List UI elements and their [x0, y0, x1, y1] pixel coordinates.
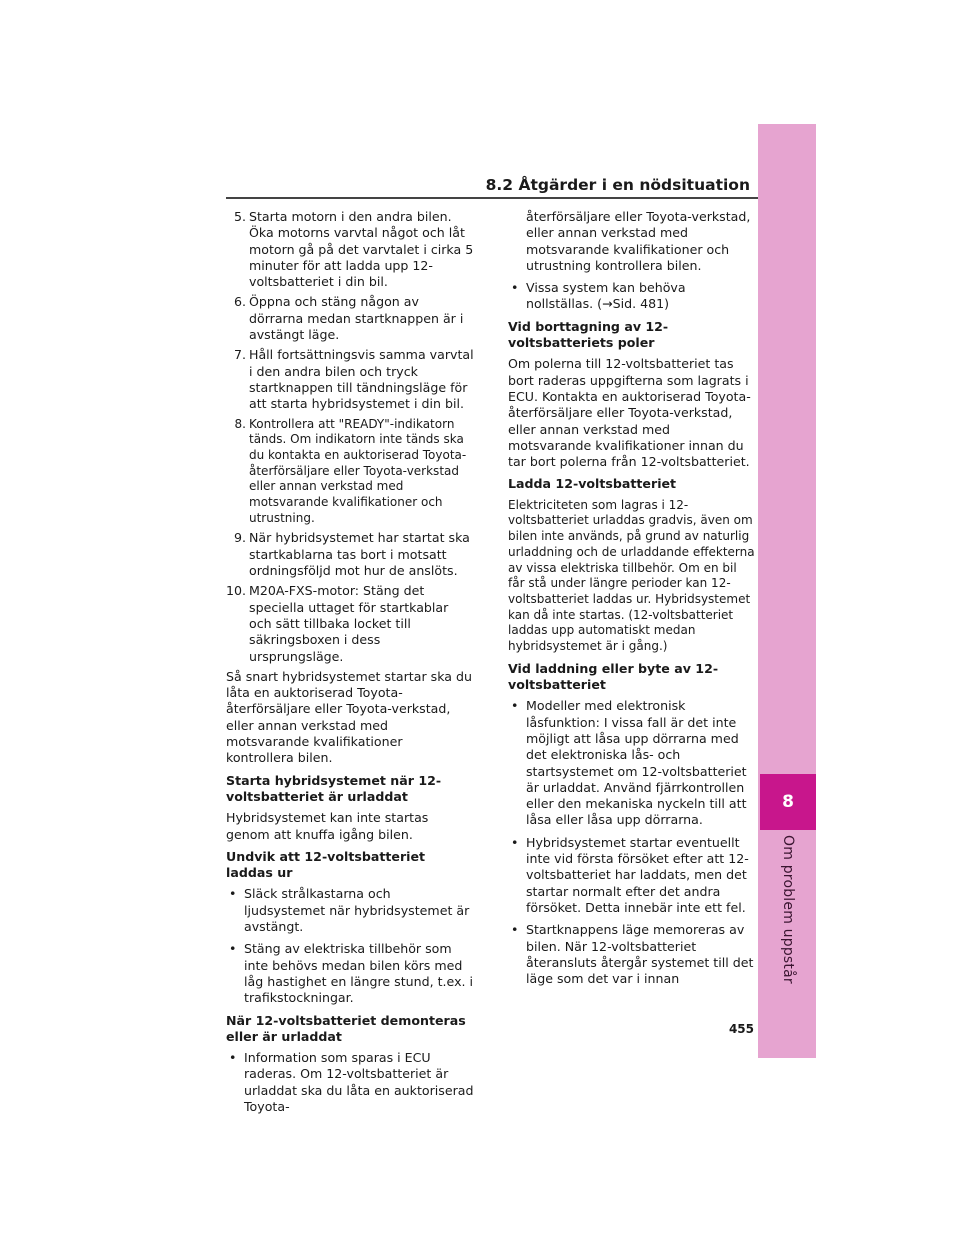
step-number: 8. [234, 416, 246, 431]
step-text: M20A-FXS-motor: Stäng det speciella uttaget för startkablar och sätt tillbaka locket till säkringsboxen i dess ursprungsläge. [249, 583, 449, 664]
bullet-glyph: • [511, 922, 519, 938]
header-rule [226, 197, 758, 199]
step-text: Starta motorn i den andra bilen. Öka motorns varvtal något och låt motorn gå på det varvtalet i cirka 5 minuter för att ladda upp 12-voltsbatteriet i din bil. [249, 209, 474, 290]
paragraph-start-hybrid: Hybridsystemet kan inte startas genom att knuffa igång bilen. [226, 810, 429, 842]
bullet-item [226, 1050, 474, 1115]
bullet-glyph: • [229, 886, 237, 902]
bullet-text: Information som sparas i ECU raderas. Om 12-voltsbatteriet är urladdat ska du låta en auktoriserad Toyota- [244, 1050, 474, 1114]
step-item [226, 530, 474, 579]
bullet-item [508, 280, 756, 313]
heading-battery-removed: När 12-voltsbatteriet demonteras eller är urladdat [226, 1012, 466, 1044]
step-number: 9. [233, 530, 246, 546]
bullet-text: Modeller med elektronisk låsfunktion: I vissa fall är det inte möjligt att låsa upp dörrarna med det elektroniska lås- och startsystemet om 12-voltsbatteriet är urladdat. Använd fjärrkontrollen eller den mekaniska nyckeln till att låsa eller låsa upp dörrarna. [526, 698, 747, 828]
step-number: 7. [233, 347, 246, 363]
bullet-item [508, 698, 756, 828]
heading-battery-poles: Vid borttagning av 12-voltsbatteriets poler [508, 318, 669, 351]
chapter-label [760, 835, 816, 990]
after-steps-paragraph: Så snart hybridsystemet startar ska du låta en auktoriserad Toyota-återförsäljare eller Toyota-verkstad, eller annan verkstad med motsvarande kvalifikationer kontrollera bilen. [226, 668, 472, 766]
step-item [226, 583, 474, 664]
bullet-glyph: • [229, 1050, 237, 1066]
step-number: 5. [233, 209, 246, 224]
bullet-text: Stäng av elektriska tillbehör som inte behövs medan bilen körs med låg hastighet en längre stund, t.ex. i trafikstockningar. [244, 941, 474, 1006]
step-number: 10. [226, 583, 247, 599]
step-text: När hybridsystemet har startat ska startkablarna tas bort i motsatt ordningsföljd mot hur de anslöts. [249, 530, 470, 579]
chapter-label-text: Om problem uppstår [780, 835, 796, 984]
step-item [226, 417, 474, 527]
chapter-number-badge: 8 [760, 774, 816, 830]
bullet-glyph: • [511, 280, 519, 296]
bullet-text: Vissa system kan behöva nollställas. (→Sid. 481) [526, 280, 686, 312]
heading-charge-battery: Ladda 12-voltsbatteriet [508, 476, 677, 492]
paragraph-battery-poles: Om polerna till 12-voltsbatteriet tas bort raderas uppgifterna som lagrats i ECU. Kontakta en auktoriserad Toyota-återförsäljare eller Toyota-verkstad, eller annan verkstad med motsvarande kvalifikationer innan du tar bort polerna från 12-voltsbatteriet. [508, 356, 751, 470]
bullet-glyph: • [511, 698, 519, 714]
section-title: 8.2 Åtgärder i en nödsituation [485, 176, 750, 194]
heading-replace-battery: Vid laddning eller byte av 12-voltsbatteriet [508, 660, 719, 693]
step-text: Håll fortsättningsvis samma varvtal i den andra bilen och tryck startknappen till tändningsläge för att starta hybridsystemet i din bil. [249, 347, 474, 412]
step-item [226, 294, 474, 343]
bullet-item [226, 886, 474, 935]
bullet-glyph: • [229, 941, 237, 957]
bullet-item [226, 941, 474, 1006]
left-column [226, 209, 474, 1121]
bullet-glyph: • [511, 834, 519, 850]
bullet-text: Släck strålkastarna och ljudsystemet när hybridsystemet är avstängt. [244, 886, 470, 935]
bullet-text: Hybridsystemet startar eventuellt inte vid första försöket efter att 12-voltsbatteriet har laddats, men det startar normalt efter det andra försöket. Detta innebär inte ett fel. [526, 834, 749, 915]
step-number: 6. [233, 294, 246, 310]
step-text: Öppna och stäng någon av dörrarna medan startknappen är i avstängt läge. [249, 294, 464, 343]
right-column [508, 209, 756, 993]
bullet-continuation: återförsäljare eller Toyota-verkstad, eller annan verkstad med motsvarande kvalifikationer och utrustning kontrollera bilen. [526, 209, 751, 273]
heading-avoid-discharge: Undvik att 12-voltsbatteriet laddas ur [226, 848, 426, 881]
step-text: Kontrollera att "READY"-indikatorn tänds. Om indikatorn inte tänds ska du kontakta en auktoriserad Toyota-återförsäljare eller Toyota-verkstad eller annan verkstad med motsvarande kvalifikationer och utrustning. [249, 416, 467, 525]
step-item [226, 209, 474, 290]
bullet-item [508, 835, 756, 916]
bullet-text: Startknappens läge memoreras av bilen. När 12-voltsbatteriet återansluts återgår systemet till det läge som det var i innan [526, 922, 754, 987]
bullet-item [508, 922, 756, 987]
heading-start-hybrid: Starta hybridsystemet när 12-voltsbatteriet är urladdat [226, 772, 442, 804]
page-number: 455 [728, 1022, 754, 1036]
paragraph-charge-battery: Elektriciteten som lagras i 12-voltsbatteriet urladdas gradvis, även om bilen inte används, på grund av naturlig urladdning och de urladdande effekterna av vissa elektriska tillbehör. Om en bil får stå under längre perioder kan 12-voltsbatteriet laddas ur. Hybridsystemet kan då inte startas. (12-voltsbatteriet laddas upp automatiskt medan hybridsystemet är i gång.) [508, 497, 755, 654]
step-item [226, 347, 474, 412]
